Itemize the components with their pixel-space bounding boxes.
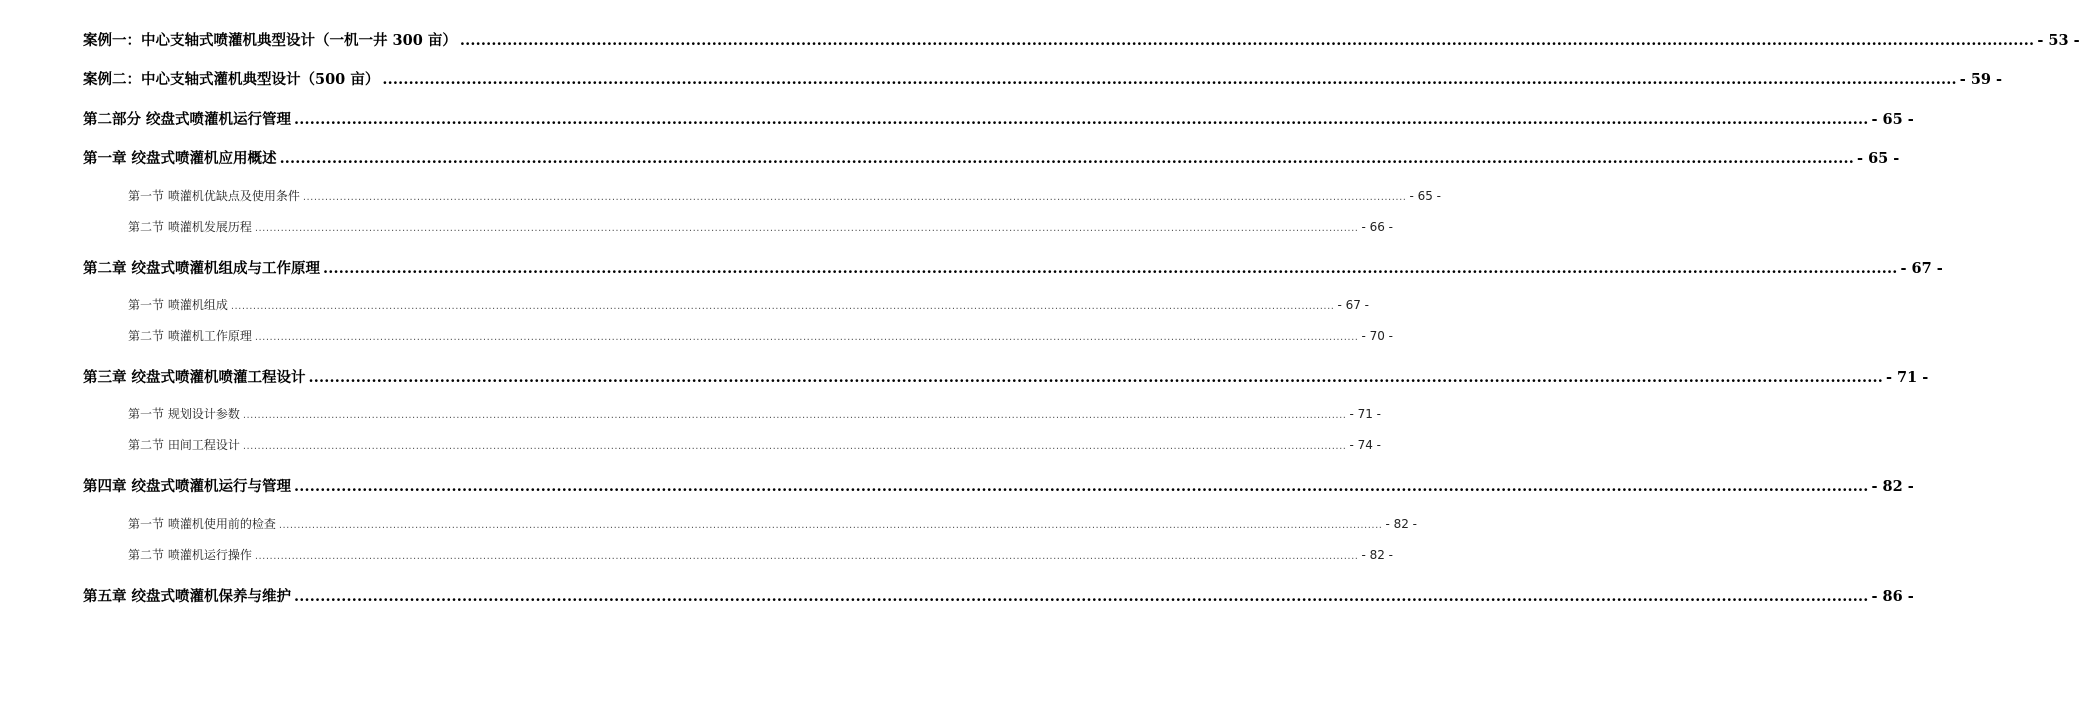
toc-page-number: - 65 -: [1871, 111, 1914, 128]
toc-leader-dots: ............................................................................................................................................................................................................................................................................................................: [294, 111, 1869, 128]
toc-entry[interactable]: [128, 296, 1370, 313]
toc-page-number: - 71 -: [1885, 369, 1929, 386]
toc-page-number: - 65 -: [1409, 189, 1442, 203]
toc-page-number: - 71 -: [1349, 407, 1382, 421]
toc-page-number: - 53 -: [2037, 32, 2080, 49]
toc-entry-title: 第二部分 绞盘式喷灌机运行管理: [83, 111, 292, 128]
toc-entry-title: 案例一：中心支轴式喷灌机典型设计（一机一井 300 亩）: [83, 32, 457, 49]
toc-entry-title: 第一章 绞盘式喷灌机应用概述: [83, 150, 277, 167]
toc-leader-dots: ............................................................................................................................................................................................................................................................................................................: [254, 332, 1359, 343]
toc-page-number: - 66 -: [1361, 220, 1394, 234]
toc-entry-title: 第二章 绞盘式喷灌机组成与工作原理: [83, 260, 321, 277]
toc-leader-dots: ............................................................................................................................................................................................................................................................................................................: [308, 369, 1883, 386]
toc-page-number: - 67 -: [1337, 298, 1370, 312]
toc-entry[interactable]: [83, 257, 1943, 278]
toc-entry[interactable]: [128, 187, 1442, 204]
toc-leader-dots: ............................................................................................................................................................................................................................................................................................................: [294, 588, 1869, 605]
toc-entry-title: 第三章 绞盘式喷灌机喷灌工程设计: [83, 369, 306, 386]
toc-page-number: - 82 -: [1361, 548, 1394, 562]
toc-leader-dots: ............................................................................................................................................................................................................................................................................................................: [254, 551, 1359, 562]
toc-entry-title: 第二节 喷灌机发展历程: [128, 220, 252, 234]
toc-leader-dots: ............................................................................................................................................................................................................................................................................................................: [459, 32, 2035, 49]
toc-entry[interactable]: [83, 29, 2080, 50]
toc-entry[interactable]: [83, 108, 1914, 129]
toc-leader-dots: ............................................................................................................................................................................................................................................................................................................: [278, 520, 1383, 531]
toc-entry-title: 第一节 喷灌机优缺点及使用条件: [128, 189, 300, 203]
toc-leader-dots: ............................................................................................................................................................................................................................................................................................................: [254, 223, 1359, 234]
toc-entry-title: 第二节 喷灌机运行操作: [128, 548, 252, 562]
toc-page-number: - 59 -: [1959, 71, 2003, 88]
toc-leader-dots: ............................................................................................................................................................................................................................................................................................................: [323, 260, 1898, 277]
toc-entry[interactable]: [83, 585, 1914, 606]
toc-entry-title: 案例二：中心支轴式灌机典型设计（500 亩）: [83, 71, 380, 88]
toc-leader-dots: ............................................................................................................................................................................................................................................................................................................: [294, 478, 1869, 495]
toc-entry-title: 第四章 绞盘式喷灌机运行与管理: [83, 478, 292, 495]
toc-leader-dots: ............................................................................................................................................................................................................................................................................................................: [242, 410, 1347, 421]
toc-leader-dots: ............................................................................................................................................................................................................................................................................................................: [230, 301, 1335, 312]
toc-entry[interactable]: [83, 68, 2003, 89]
toc-page-number: - 82 -: [1871, 478, 1914, 495]
toc-leader-dots: ............................................................................................................................................................................................................................................................................................................: [302, 192, 1407, 203]
toc-entry-title: 第二节 田间工程设计: [128, 438, 240, 452]
toc-page-number: - 70 -: [1361, 329, 1394, 343]
toc-entry-title: 第二节 喷灌机工作原理: [128, 329, 252, 343]
toc-entry[interactable]: [83, 366, 1929, 387]
toc-leader-dots: ............................................................................................................................................................................................................................................................................................................: [279, 150, 1854, 167]
toc-page-number: - 82 -: [1385, 517, 1418, 531]
toc-entry-title: 第五章 绞盘式喷灌机保养与维护: [83, 588, 292, 605]
toc-entry-title: 第一节 喷灌机使用前的检查: [128, 517, 276, 531]
toc-entry[interactable]: [128, 436, 1382, 453]
toc-page-number: - 67 -: [1900, 260, 1943, 277]
toc-page-number: - 74 -: [1349, 438, 1382, 452]
toc-entry[interactable]: [128, 515, 1418, 532]
toc-entry[interactable]: [128, 546, 1394, 563]
toc-entry[interactable]: [128, 405, 1382, 422]
toc-leader-dots: ............................................................................................................................................................................................................................................................................................................: [242, 441, 1347, 452]
toc-entry[interactable]: [128, 327, 1394, 344]
toc-entry[interactable]: [83, 475, 1914, 496]
toc-entry-title: 第一节 规划设计参数: [128, 407, 240, 421]
toc-leader-dots: ............................................................................................................................................................................................................................................................................................................: [382, 71, 1957, 88]
toc-entry-title: 第一节 喷灌机组成: [128, 298, 228, 312]
toc-page-number: - 86 -: [1871, 588, 1914, 605]
toc-entry[interactable]: [128, 218, 1394, 235]
toc-page-number: - 65 -: [1857, 150, 1900, 167]
toc-entry[interactable]: [83, 147, 1900, 168]
